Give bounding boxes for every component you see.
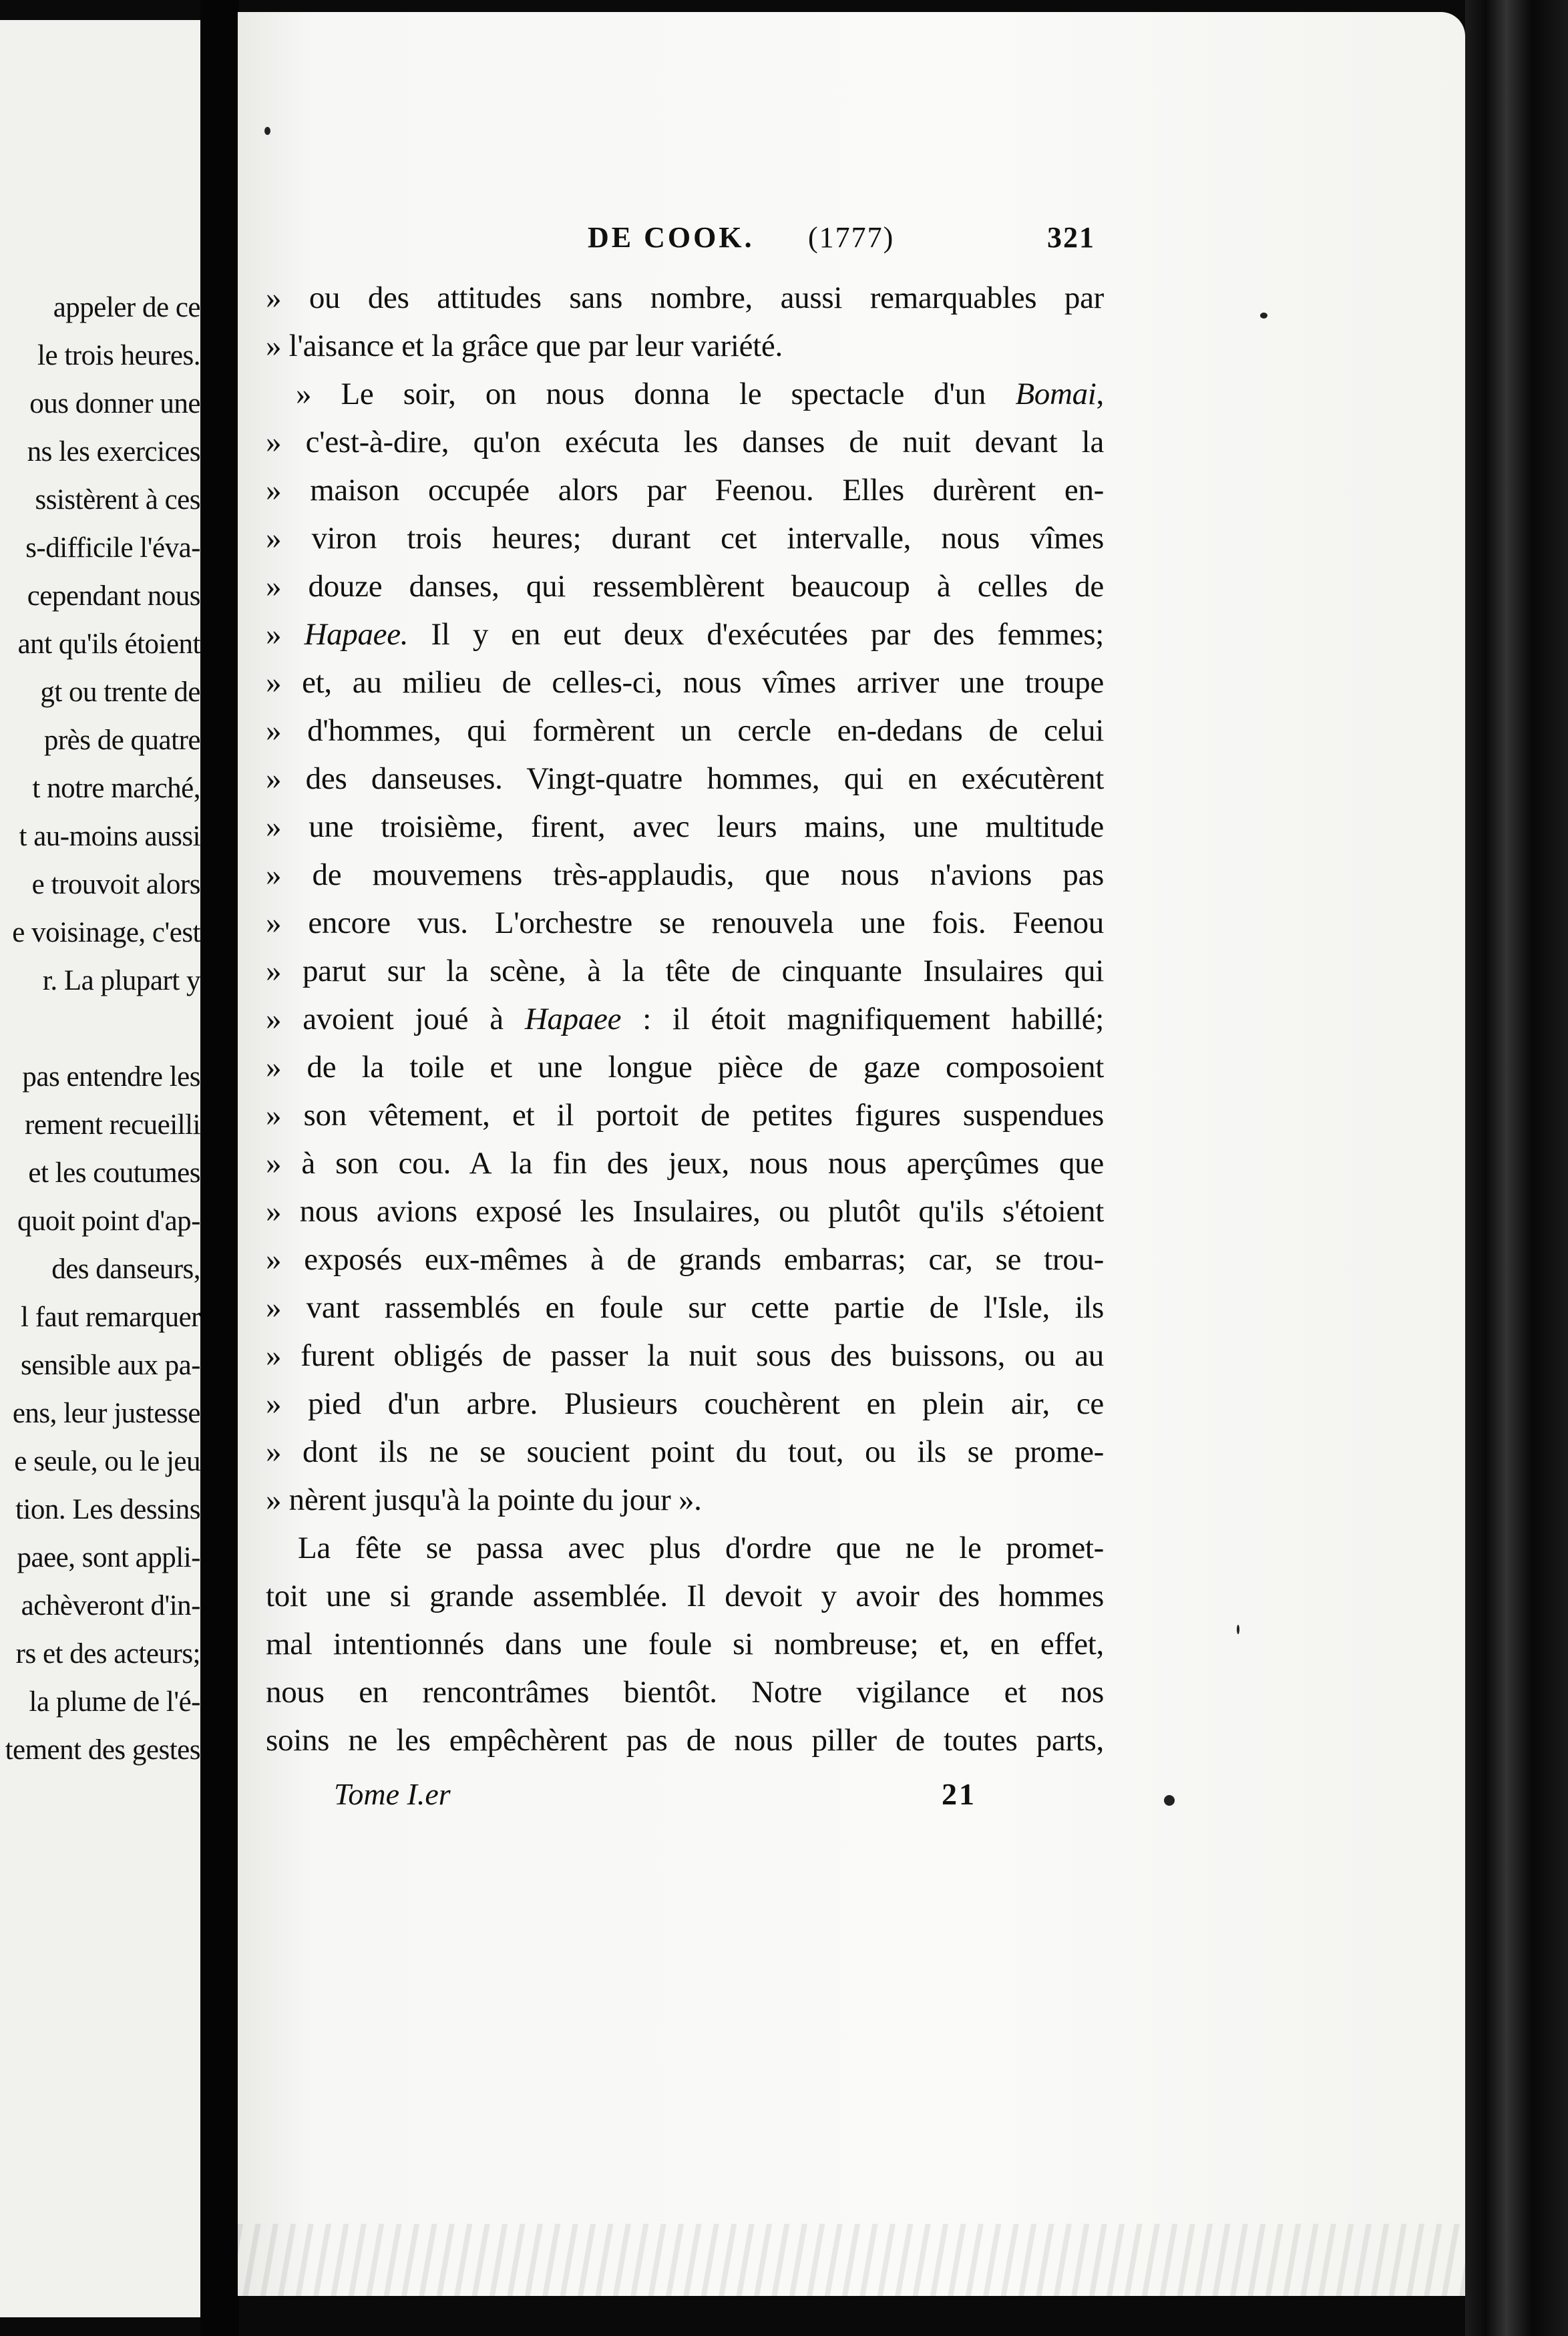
text-line: » une troisième, firent, avec leurs mains, une multitude <box>266 809 1104 844</box>
previous-page-line: l faut remarquer <box>21 1302 200 1333</box>
ink-speck <box>1164 1795 1175 1806</box>
body-text <box>266 274 1104 1764</box>
previous-page-line: quoit point d'ap- <box>17 1205 200 1237</box>
text-line: » son vêtement, et il portoit de petites figures suspendues <box>266 1098 1104 1133</box>
text-line: » furent obligés de passer la nuit sous des buissons, ou au <box>266 1338 1104 1373</box>
page-header <box>588 220 1095 267</box>
previous-page-line: ous donner une <box>29 388 200 419</box>
page-bottom-wear <box>238 2224 1465 2297</box>
previous-page-line: sensible aux pa- <box>20 1350 200 1381</box>
text-line: » nèrent jusqu'à la pointe du jour ». <box>266 1483 702 1517</box>
previous-page-line: cependant nous <box>27 580 200 612</box>
text-line: » c'est-à-dire, qu'on exécuta les danses de nuit devant la <box>266 425 1104 459</box>
text-line: » ou des attitudes sans nombre, aussi remarquables par <box>266 280 1104 315</box>
text-line: » et, au milieu de celles-ci, nous vîmes arriver une troupe <box>266 665 1104 700</box>
previous-page-line: e seule, ou le jeu <box>14 1446 200 1477</box>
text-line: » de la toile et une longue pièce de gaze composoient <box>266 1050 1104 1085</box>
previous-page-line: et les coutumes <box>28 1157 200 1189</box>
previous-page-line: e voisinage, c'est <box>12 917 200 948</box>
previous-page-line: t notre marché, <box>32 773 200 804</box>
header-year: (1777) <box>808 221 895 254</box>
ink-speck <box>1237 1625 1239 1634</box>
previous-page-line: le trois heures. <box>37 340 200 371</box>
previous-page-line: rement recueilli <box>25 1109 200 1141</box>
text-line: » maison occupée alors par Feenou. Elles durèrent en- <box>266 473 1104 508</box>
text-line: » vant rassemblés en foule sur cette partie de l'Isle, ils <box>266 1290 1104 1325</box>
text-line: » pied d'un arbre. Plusieurs couchèrent en plein air, ce <box>266 1386 1104 1421</box>
text-line: » Hapaee. Il y en eut deux d'exécutées par des femmes; <box>266 617 1104 652</box>
previous-page-line: tement des gestes <box>5 1734 200 1766</box>
previous-page-line: gt ou trente de <box>40 676 200 708</box>
text-line: mal intentionnés dans une foule si nombreuse; et, en effet, <box>266 1627 1104 1662</box>
running-title: DE COOK. <box>588 221 755 254</box>
previous-page-line: près de quatre <box>43 725 200 756</box>
previous-page-line: ens, leur justesse <box>12 1398 200 1429</box>
previous-page-line: ns les exercices <box>27 436 200 467</box>
ink-speck <box>264 127 270 135</box>
volume-signature: Tome I.er <box>334 1777 451 1811</box>
text-line: toit une si grande assemblée. Il devoit y avoir des hommes <box>266 1579 1104 1613</box>
text-line: » avoient joué à Hapaee : il étoit magnifiquement habillé; <box>266 1002 1104 1036</box>
page-number: 321 <box>1047 221 1095 254</box>
previous-page-line: des danseurs, <box>51 1253 200 1285</box>
previous-page-line: t au-moins aussi <box>19 821 200 852</box>
text-line: soins ne les empêchèrent pas de nous piller de toutes parts, <box>266 1723 1104 1758</box>
text-line: » d'hommes, qui formèrent un cercle en-dedans de celui <box>266 713 1104 748</box>
previous-page-line: ssistèrent à ces <box>35 484 200 516</box>
page-edge-shadow <box>1465 0 1568 2336</box>
previous-page-line: pas entendre les <box>22 1061 200 1093</box>
signature-number: 21 <box>942 1777 976 1811</box>
text-line: » parut sur la scène, à la tête de cinquante Insulaires qui <box>266 954 1104 988</box>
book-gutter <box>200 0 239 2336</box>
text-line: nous en rencontrâmes bientôt. Notre vigilance et nos <box>266 1675 1104 1710</box>
text-line: » Le soir, on nous donna le spectacle d'un Bomai, <box>296 377 1104 411</box>
previous-page-line: rs et des acteurs; <box>15 1638 200 1670</box>
previous-page-line: r. La plupart y <box>42 965 200 996</box>
page-footer <box>334 1776 1135 1823</box>
text-line: » douze danses, qui ressemblèrent beaucoup à celles de <box>266 569 1104 604</box>
text-line: » nous avions exposé les Insulaires, ou plutôt qu'ils s'étoient <box>266 1194 1104 1229</box>
previous-page-line: achèveront d'in- <box>21 1590 200 1621</box>
text-line: » de mouvemens très-applaudis, que nous n'avions pas <box>266 857 1104 892</box>
previous-page-line: paee, sont appli- <box>17 1542 200 1573</box>
previous-page-line: ant qu'ils étoient <box>17 628 200 660</box>
text-line: » dont ils ne se soucient point du tout, ou ils se prome- <box>266 1434 1104 1469</box>
text-line: » exposés eux-mêmes à de grands embarras; car, se trou- <box>266 1242 1104 1277</box>
text-line: » l'aisance et la grâce que par leur variété. <box>266 329 783 363</box>
previous-page-line: tion. Les dessins <box>15 1494 200 1525</box>
text-line: » viron trois heures; durant cet intervalle, nous vîmes <box>266 521 1104 556</box>
ink-speck <box>1260 313 1267 319</box>
text-line: » encore vus. L'orchestre se renouvela une fois. Feenou <box>266 906 1104 940</box>
previous-page-line: la plume de l'é- <box>29 1686 200 1718</box>
previous-page-line: e trouvoit alors <box>31 869 200 900</box>
text-line: » des danseuses. Vingt-quatre hommes, qui en exécutèrent <box>266 761 1104 796</box>
text-line: La fête se passa avec plus d'ordre que ne le promet- <box>298 1531 1104 1565</box>
previous-page-line: appeler de ce <box>53 292 200 323</box>
text-line: » à son cou. A la fin des jeux, nous nous aperçûmes que <box>266 1146 1104 1181</box>
previous-page-fragment <box>0 20 200 2317</box>
previous-page-line: s-difficile l'éva- <box>25 532 200 564</box>
